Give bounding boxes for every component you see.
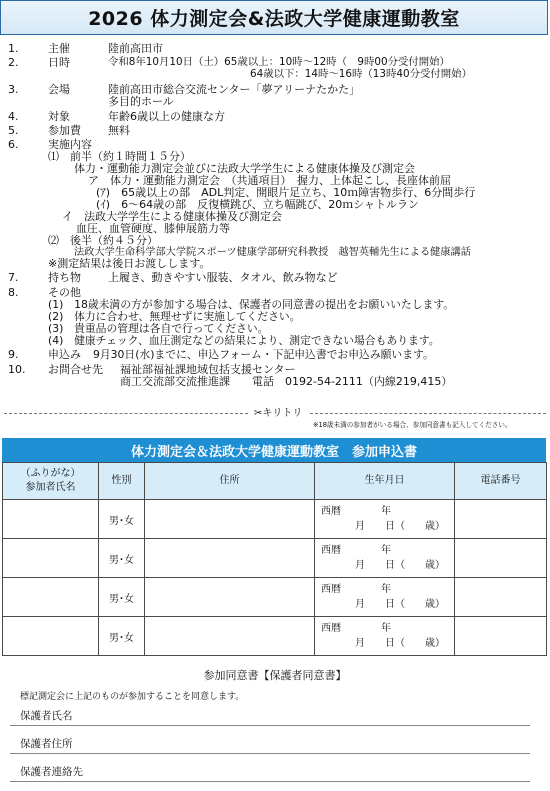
table-row bbox=[3, 578, 547, 617]
birth-year: 西暦 年 bbox=[321, 545, 391, 556]
header-name-ruby: （ふりがな） bbox=[20, 468, 81, 479]
phone-cell[interactable] bbox=[455, 617, 547, 656]
guardian-address-field[interactable] bbox=[10, 735, 530, 754]
consent-text: 標記測定会に上記のものが参加することを同意します。 bbox=[20, 692, 245, 702]
header-name-label: 参加者氏名 bbox=[25, 482, 76, 493]
content-line: ア 体力・運動能力測定会 （共通項目） 握力、上体起こし、長座体前屈 bbox=[88, 174, 451, 187]
cut-label: ✂キリトリ bbox=[254, 408, 303, 419]
address-cell[interactable] bbox=[145, 617, 315, 656]
item-value: 9月30日(水)までに、申込フォーム・下記申込書でお申込み願います。 bbox=[93, 348, 434, 361]
address-cell[interactable] bbox=[145, 500, 315, 539]
consent-title: 参加同意書【保護者同意書】 bbox=[203, 669, 347, 682]
guardian-contact-label: 保護者連絡先 bbox=[20, 766, 83, 778]
content-line: 体力・運動能力測定会並びに法政大学学生による健康体操及び測定会 bbox=[74, 162, 415, 175]
name-cell[interactable] bbox=[3, 578, 99, 617]
content-line: (ｱ) 65歳以上の部 ADL判定、開眼片足立ち、10ｍ障害物歩行、6分間歩行 bbox=[96, 186, 476, 199]
header-birth: 生年月日 bbox=[315, 463, 455, 500]
page-title: 2026 体力測定会&法政大学健康運動教室 bbox=[88, 8, 460, 30]
other-line: (1) 18歳未満の方が参加する場合は、保護者の同意書の提出をお願いいたします。 bbox=[48, 298, 455, 311]
content-line: ⑴ 前半（約１時間１５分） bbox=[48, 150, 191, 163]
header-phone: 電話番号 bbox=[455, 463, 547, 500]
gender-cell[interactable]: 男･女 bbox=[99, 617, 145, 656]
item-label: 日時 bbox=[48, 56, 70, 69]
item-value: 商工交流部交流推進課 電話 0192-54-2111（内線219,415） bbox=[120, 375, 453, 388]
content-line: ※測定結果は後日お渡しします。 bbox=[48, 257, 211, 270]
item-label: 対象 bbox=[48, 110, 70, 123]
header-address: 住所 bbox=[145, 463, 315, 500]
gender-cell[interactable]: 男･女 bbox=[99, 500, 145, 539]
cut-note: ※18歳未満の参加者がいる場合、参加同意書も記入してください。 bbox=[313, 421, 512, 429]
name-cell[interactable] bbox=[3, 539, 99, 578]
phone-cell[interactable] bbox=[455, 578, 547, 617]
item-label: お問合せ先 bbox=[48, 363, 103, 376]
birth-cell[interactable] bbox=[315, 617, 455, 656]
item-number: 2. bbox=[8, 56, 19, 69]
item-value: 福祉部福祉課地域包括支援センター bbox=[120, 363, 296, 376]
form-title: 体力測定会＆法政大学健康運動教室 参加申込書 bbox=[2, 438, 546, 462]
content-line: (ｲ) 6～64歳の部 反復横跳び、立ち幅跳び、20ｍシャトルラン bbox=[96, 198, 419, 211]
address-cell[interactable] bbox=[145, 539, 315, 578]
guardian-address-label: 保護者住所 bbox=[20, 738, 73, 750]
item-value: 令和8年10月10日（土）65歳以上：10時～12時（ 9時00分受付開始） bbox=[108, 56, 450, 68]
item-value: 無料 bbox=[108, 124, 130, 137]
address-cell[interactable] bbox=[145, 578, 315, 617]
other-line: (4) 健康チェック、血圧測定などの結果により、測定できない場合もあります。 bbox=[48, 334, 440, 347]
item-number: 4. bbox=[8, 110, 19, 123]
table-row bbox=[3, 500, 547, 539]
item-number: 10. bbox=[8, 363, 26, 376]
gender-cell[interactable]: 男･女 bbox=[99, 539, 145, 578]
birth-year: 西暦 年 bbox=[321, 623, 391, 634]
name-cell[interactable] bbox=[3, 617, 99, 656]
item-number: 5. bbox=[8, 124, 19, 137]
gender-cell[interactable]: 男･女 bbox=[99, 578, 145, 617]
table-row bbox=[3, 617, 547, 656]
item-label: 実施内容 bbox=[48, 138, 92, 151]
birth-year: 西暦 年 bbox=[321, 584, 391, 595]
item-number: 7. bbox=[8, 271, 19, 284]
item-value: 64歳以下：14時～16時（13時40分受付開始） bbox=[250, 68, 472, 80]
guardian-name-field[interactable] bbox=[10, 707, 530, 726]
header-name bbox=[3, 463, 99, 500]
item-label: 会場 bbox=[48, 83, 70, 96]
birth-cell[interactable] bbox=[315, 539, 455, 578]
table-row bbox=[3, 539, 547, 578]
birth-cell[interactable] bbox=[315, 578, 455, 617]
guardian-contact-field[interactable] bbox=[10, 763, 530, 782]
name-cell[interactable] bbox=[3, 500, 99, 539]
content-line: 血圧、血管硬度、膝伸展筋力等 bbox=[76, 222, 230, 235]
birth-date: 月 日（ 歳） bbox=[355, 599, 445, 610]
content-line: ⑵ 後半（約４５分） bbox=[48, 234, 158, 247]
birth-date: 月 日（ 歳） bbox=[355, 560, 445, 571]
item-value: 陸前高田市 bbox=[108, 42, 163, 55]
item-number: 1. bbox=[8, 42, 19, 55]
dashed-divider bbox=[310, 413, 546, 414]
birth-year: 西暦 年 bbox=[321, 506, 391, 517]
item-value: 上履き、動きやすい服装、タオル、飲み物など bbox=[108, 271, 338, 284]
birth-date: 月 日（ 歳） bbox=[355, 638, 445, 649]
item-value: 年齢6歳以上の健康な方 bbox=[108, 110, 225, 123]
table-header-row bbox=[3, 463, 547, 500]
header-gender: 性別 bbox=[99, 463, 145, 500]
phone-cell[interactable] bbox=[455, 539, 547, 578]
registration-table bbox=[2, 462, 547, 656]
other-line: (2) 体力に合わせ、無理せずに実施してください。 bbox=[48, 310, 301, 323]
dashed-divider bbox=[4, 413, 248, 414]
content-line: 法政大学生命科学部大学院スポーツ健康学部研究科教授 越智英輔先生による健康講話 bbox=[74, 247, 471, 258]
item-number: 8. bbox=[8, 286, 19, 299]
phone-cell[interactable] bbox=[455, 500, 547, 539]
item-label: 主催 bbox=[48, 42, 70, 55]
item-label: その他 bbox=[48, 286, 81, 299]
item-label: 持ち物 bbox=[48, 271, 81, 284]
guardian-name-label: 保護者氏名 bbox=[20, 710, 73, 722]
other-line: (3) 貴重品の管理は各自で行ってください。 bbox=[48, 322, 269, 335]
item-label: 申込み bbox=[48, 348, 81, 361]
item-number: 6. bbox=[8, 138, 19, 151]
item-number: 3. bbox=[8, 83, 19, 96]
item-label: 参加費 bbox=[48, 124, 81, 137]
item-value: 多目的ホール bbox=[108, 95, 174, 108]
content-line: イ 法政大学学生による健康体操及び測定会 bbox=[62, 210, 282, 223]
cut-line bbox=[0, 408, 550, 420]
page-banner bbox=[0, 0, 548, 35]
item-number: 9. bbox=[8, 348, 19, 361]
birth-date: 月 日（ 歳） bbox=[355, 521, 445, 532]
item-value: 陸前高田市総合交流センター「夢アリーナたかた」 bbox=[108, 83, 361, 96]
birth-cell[interactable] bbox=[315, 500, 455, 539]
